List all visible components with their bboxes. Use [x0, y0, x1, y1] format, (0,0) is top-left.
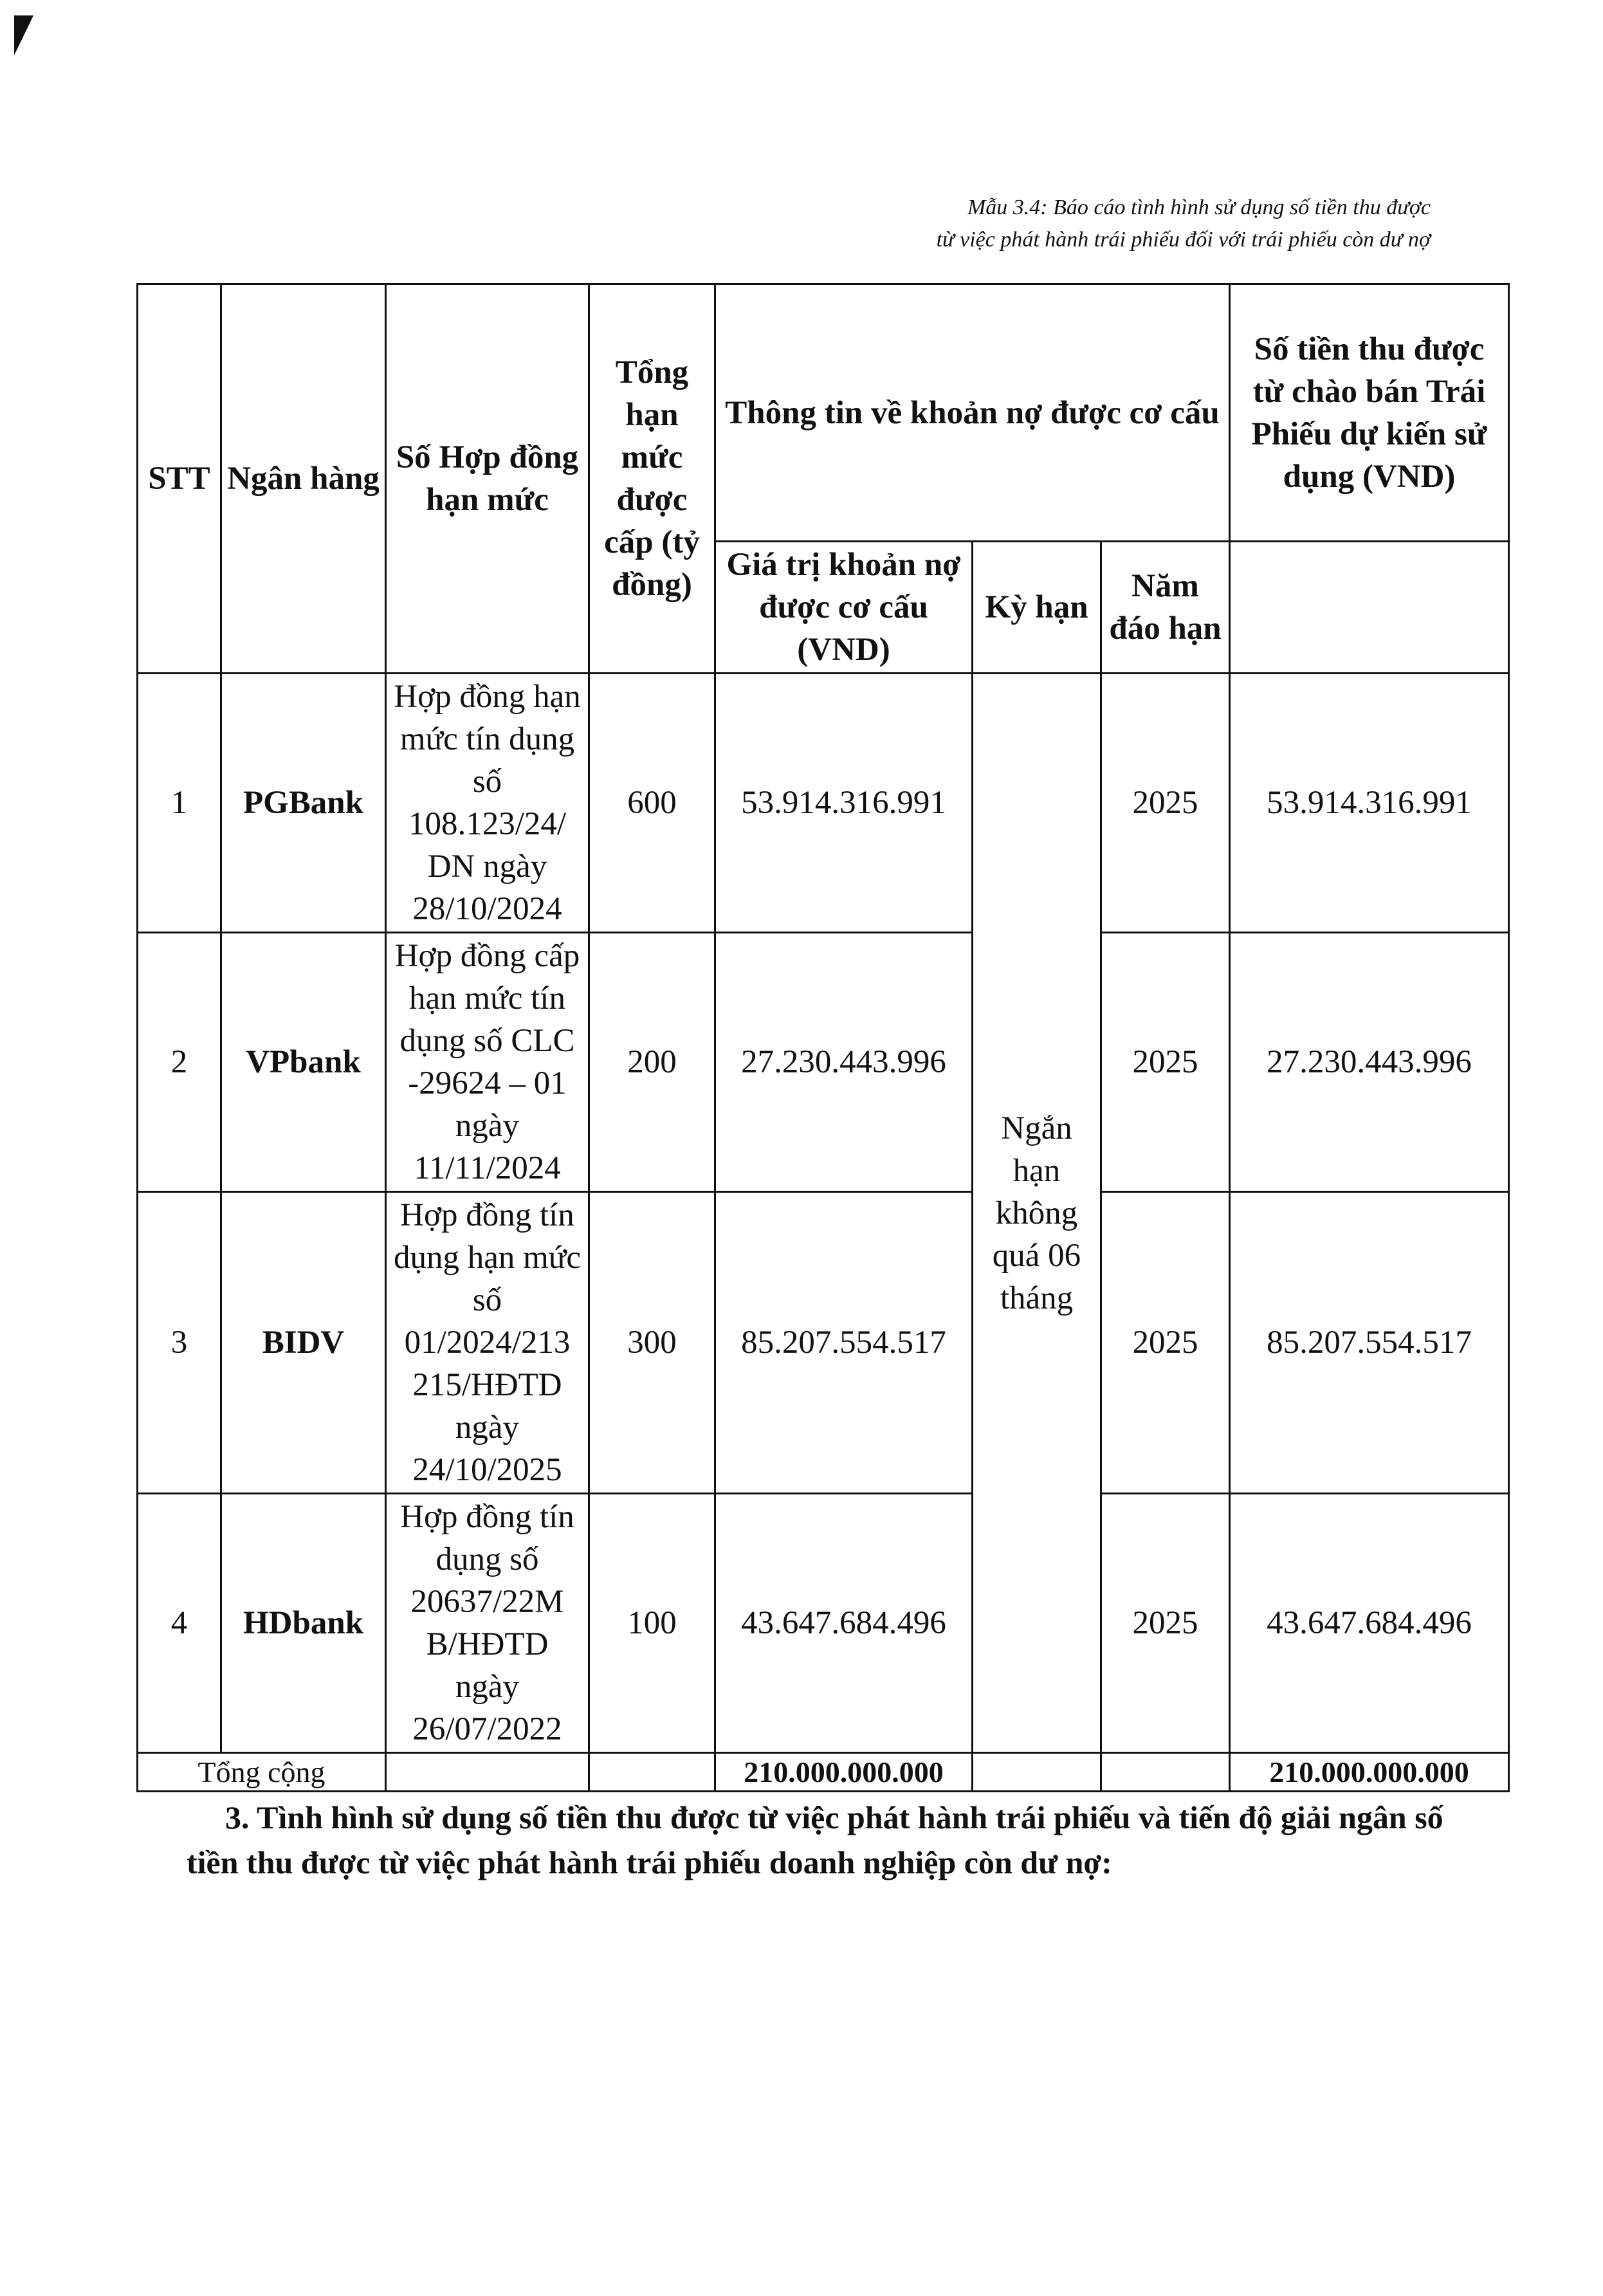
cell-year: 2025 [1101, 1192, 1230, 1494]
cell-term-merged: Ngắn hạn không quá 06 tháng [973, 674, 1101, 1753]
header-debt-value: Giá trị khoản nợ được cơ cấu (VND) [715, 542, 973, 674]
bond-proceeds-table [136, 283, 1510, 1792]
cell-proceeds: 85.207.554.517 [1230, 1192, 1509, 1494]
cell-bank: VPbank [221, 933, 386, 1192]
total-empty-year [1101, 1753, 1230, 1792]
total-debt-value: 210.000.000.000 [715, 1753, 973, 1792]
table-row [138, 933, 1509, 1192]
header-proceeds-empty [1230, 542, 1509, 674]
cell-debt-value: 43.647.684.496 [715, 1494, 973, 1753]
header-limit: Tổng hạn mức được cấp (tỷ đồng) [589, 284, 715, 674]
header-proceeds: Số tiền thu được từ chào bán Trái Phiếu dự kiến sử dụng (VND) [1230, 284, 1509, 542]
cell-stt: 4 [138, 1494, 221, 1753]
cell-year: 2025 [1101, 933, 1230, 1192]
header-contract: Số Hợp đồng hạn mức [386, 284, 589, 674]
cell-debt-value: 53.914.316.991 [715, 674, 973, 933]
cell-stt: 2 [138, 933, 221, 1192]
cell-contract: Hợp đồng cấp hạn mức tín dụng số CLC -29624 – 01 ngày 11/11/2024 [386, 933, 589, 1192]
scan-corner-mark [14, 15, 33, 55]
cell-bank: PGBank [221, 674, 386, 933]
total-empty-limit [589, 1753, 715, 1792]
total-proceeds: 210.000.000.000 [1230, 1753, 1509, 1792]
total-empty-term [973, 1753, 1101, 1792]
cell-contract: Hợp đồng tín dụng số 20637/22M B/HĐTD ngày 26/07/2022 [386, 1494, 589, 1753]
cell-year: 2025 [1101, 1494, 1230, 1753]
table-row [138, 1494, 1509, 1753]
section-3-heading: 3. Tình hình sử dụng số tiền thu được từ việc phát hành trái phiếu và tiến độ giải ngân số tiền thu được từ việc phát hành trái phiếu doanh nghiệp còn dư nợ: [187, 1799, 1443, 1880]
cell-proceeds: 27.230.443.996 [1230, 933, 1509, 1192]
caption-line-1: Mẫu 3.4: Báo cáo tình hình sử dụng số tiền thu được [967, 196, 1431, 219]
header-term: Kỳ hạn [973, 542, 1101, 674]
cell-limit: 300 [589, 1192, 715, 1494]
header-stt: STT [138, 284, 221, 674]
cell-stt: 1 [138, 674, 221, 933]
table-row [138, 1192, 1509, 1494]
cell-bank: BIDV [221, 1192, 386, 1494]
cell-bank: HDbank [221, 1494, 386, 1753]
header-bank: Ngân hàng [221, 284, 386, 674]
cell-proceeds: 53.914.316.991 [1230, 674, 1509, 933]
cell-contract: Hợp đồng tín dụng hạn mức số 01/2024/213 215/HĐTD ngày 24/10/2025 [386, 1192, 589, 1494]
caption-line-2: từ việc phát hành trái phiếu đối với trái phiếu còn dư nợ [936, 228, 1431, 252]
total-label: Tổng cộng [138, 1753, 386, 1792]
cell-contract: Hợp đồng hạn mức tín dụng số 108.123/24/ DN ngày 28/10/2024 [386, 674, 589, 933]
cell-proceeds: 43.647.684.496 [1230, 1494, 1509, 1753]
total-row [138, 1753, 1509, 1792]
cell-limit: 200 [589, 933, 715, 1192]
table-row [138, 674, 1509, 933]
cell-limit: 100 [589, 1494, 715, 1753]
cell-debt-value: 85.207.554.517 [715, 1192, 973, 1494]
cell-debt-value: 27.230.443.996 [715, 933, 973, 1192]
cell-stt: 3 [138, 1192, 221, 1494]
total-empty-contract [386, 1753, 589, 1792]
header-maturity-year: Năm đáo hạn [1101, 542, 1230, 674]
cell-limit: 600 [589, 674, 715, 933]
header-debt-info: Thông tin về khoản nợ được cơ cấu [715, 284, 1230, 542]
header-row-main [138, 284, 1509, 542]
form-caption [937, 192, 1431, 256]
cell-year: 2025 [1101, 674, 1230, 933]
